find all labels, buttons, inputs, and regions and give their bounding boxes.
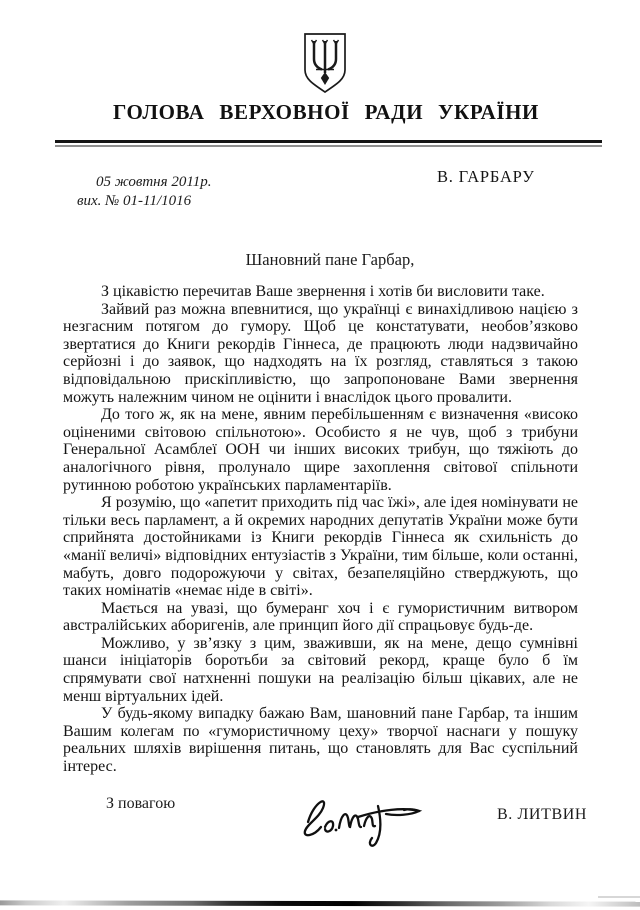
- scan-artifact-bottom-edge: [0, 900, 640, 906]
- reference-number: вих. № 01-11/1016: [77, 193, 192, 209]
- letter-paragraph: Зайвий раз можна впевнитися, що українці є винахідливою нацією з незгасним потягом до гумору. Щоб це констатувати, необов’язково звертатися до Книги рекордів Гіннеса, де працюють люди надзвичайно серйозні і до заявок, що надходять на їх розгляд, ставляться з такою відповідальною прискіпливістю, що запропоноване Вами звернення можуть належним чином не оцінити і внаслідок цього провалити.: [63, 300, 578, 406]
- coat-of-arms-icon: [301, 32, 349, 94]
- letterhead-title: ГОЛОВА ВЕРХОВНОЇ РАДИ УКРАЇНИ: [113, 100, 539, 124]
- meta-block: [77, 173, 211, 211]
- letter-paragraph: Мається на увазі, що бумеранг хоч і є гумористичним витвором австралійських аборигенів, але принцип його дії спрацьовує будь-де.: [63, 599, 578, 635]
- salutation: Шановний пане Гарбар,: [245, 250, 415, 269]
- valediction: З повагою: [106, 795, 176, 812]
- letter-paragraph: З цікавістю перечитав Ваше звернення і хотів би висловити таке.: [101, 283, 545, 300]
- signatory-name: В. ЛИТВИН: [497, 806, 588, 823]
- letter-paragraph: У будь-якому випадку бажаю Вам, шановний пане Гарбар, та іншим Вашим колегам по «гумористичному цеху» творчої наснаги у пошуку реальних шляхів вирішення питань, що становлять для Вас суспільний інтерес.: [63, 705, 578, 776]
- recipient-name: В. ГАРБАРУ: [437, 167, 535, 186]
- letter-paragraph: Можливо, у зв’язку з цим, зваживши, як на мене, дещо сумнівні шанси ініціаторів боротьби за світовий рекорд, краще було б їм спрямувати свої натхненні пошуки на реалізацію більш цікавих, але не менш віртуальних ідей.: [63, 634, 578, 705]
- letter-paragraph: До того ж, як на мене, явним перебільшенням є визначення «високо оціненими світовою спільнотою». Особисто я не чув, щоб з трибуни Генеральної Асамблеї ООН чи інших високих трибун, що тяжіють до аналогічного рівня, пролунало щире захоплення світової спільноти рутинною роботою українських парламентаріїв.: [63, 406, 578, 494]
- signature-icon: [292, 786, 432, 848]
- letter-paragraph: Я розумію, що «апетит приходить під час їжі», але ідея номінувати не тільки весь парламент, а й окремих народних депутатів України може бути сприйнята достойниками із Книги рекордів Гіннеса як схильність до «манії величі» відповідних ентузіастів з України, тим більше, коли останні, мабуть, довго подорожуючи у світах, безапеляційно стверджують, що таких номінатів «немає ніде в світі».: [63, 494, 578, 600]
- scan-artifact-streak: [598, 896, 640, 898]
- letterhead-rule: [55, 140, 602, 147]
- letter-body: [63, 283, 578, 776]
- date-line: 05 жовтня 2011р.: [96, 174, 212, 190]
